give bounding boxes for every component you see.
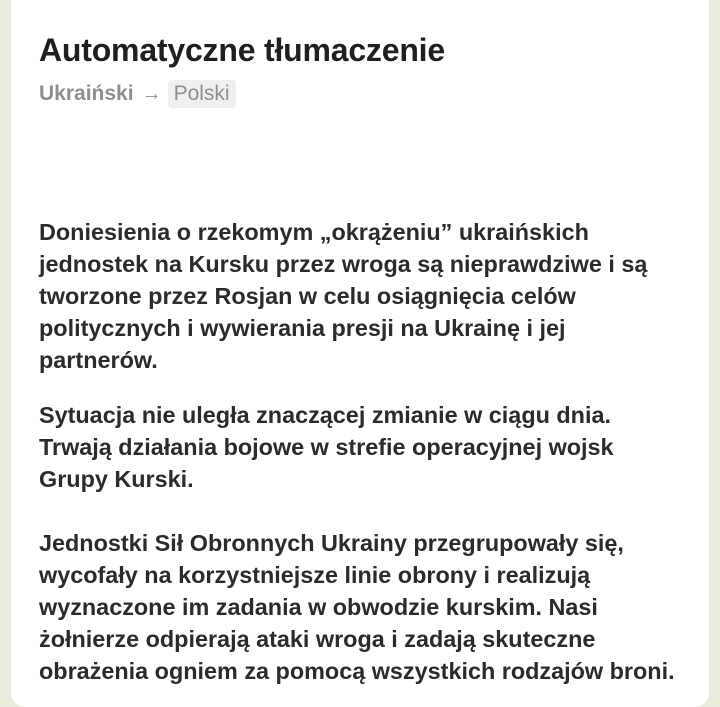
translation-title: Automatyczne tłumaczenie [39, 32, 445, 68]
translation-panel [11, 0, 709, 707]
paragraph-1 [39, 152, 679, 184]
arrow-right-icon: → [141, 83, 162, 105]
paragraph-1-text: Doniesienia o rzekomym „okrążeniu” ukraińskich jednostek na Kursku przez wroga są nieprawdziwe i są tworzone przez Rosjan w celu osiągnięcia celów politycznych i wywierania presji na Ukrainę i jej partnerów. [39, 219, 648, 373]
language-selector-row [39, 80, 679, 108]
translated-text [39, 152, 679, 687]
target-language[interactable]: Polski [168, 80, 236, 108]
source-language[interactable]: Ukraiński [39, 82, 134, 105]
paragraph-2: Sytuacja nie uległa znaczącej zmianie w ciągu dnia. Trwają działania bojowe w strefie operacyjnej wojsk Grupy Kurski. [39, 402, 614, 493]
ukraine-flag-icon [39, 159, 69, 178]
paragraph-3: Jednostki Sił Obronnych Ukrainy przegrupowały się, wycofały na korzystniejsze linie obrony i realizują wyznaczone im zadania w obwodzie kurskim. Nasi żołnierze odpierają ataki wroga i zadają skuteczne obrażenia ogniem za pomocą wszystkich rodzajów broni. [39, 530, 675, 685]
